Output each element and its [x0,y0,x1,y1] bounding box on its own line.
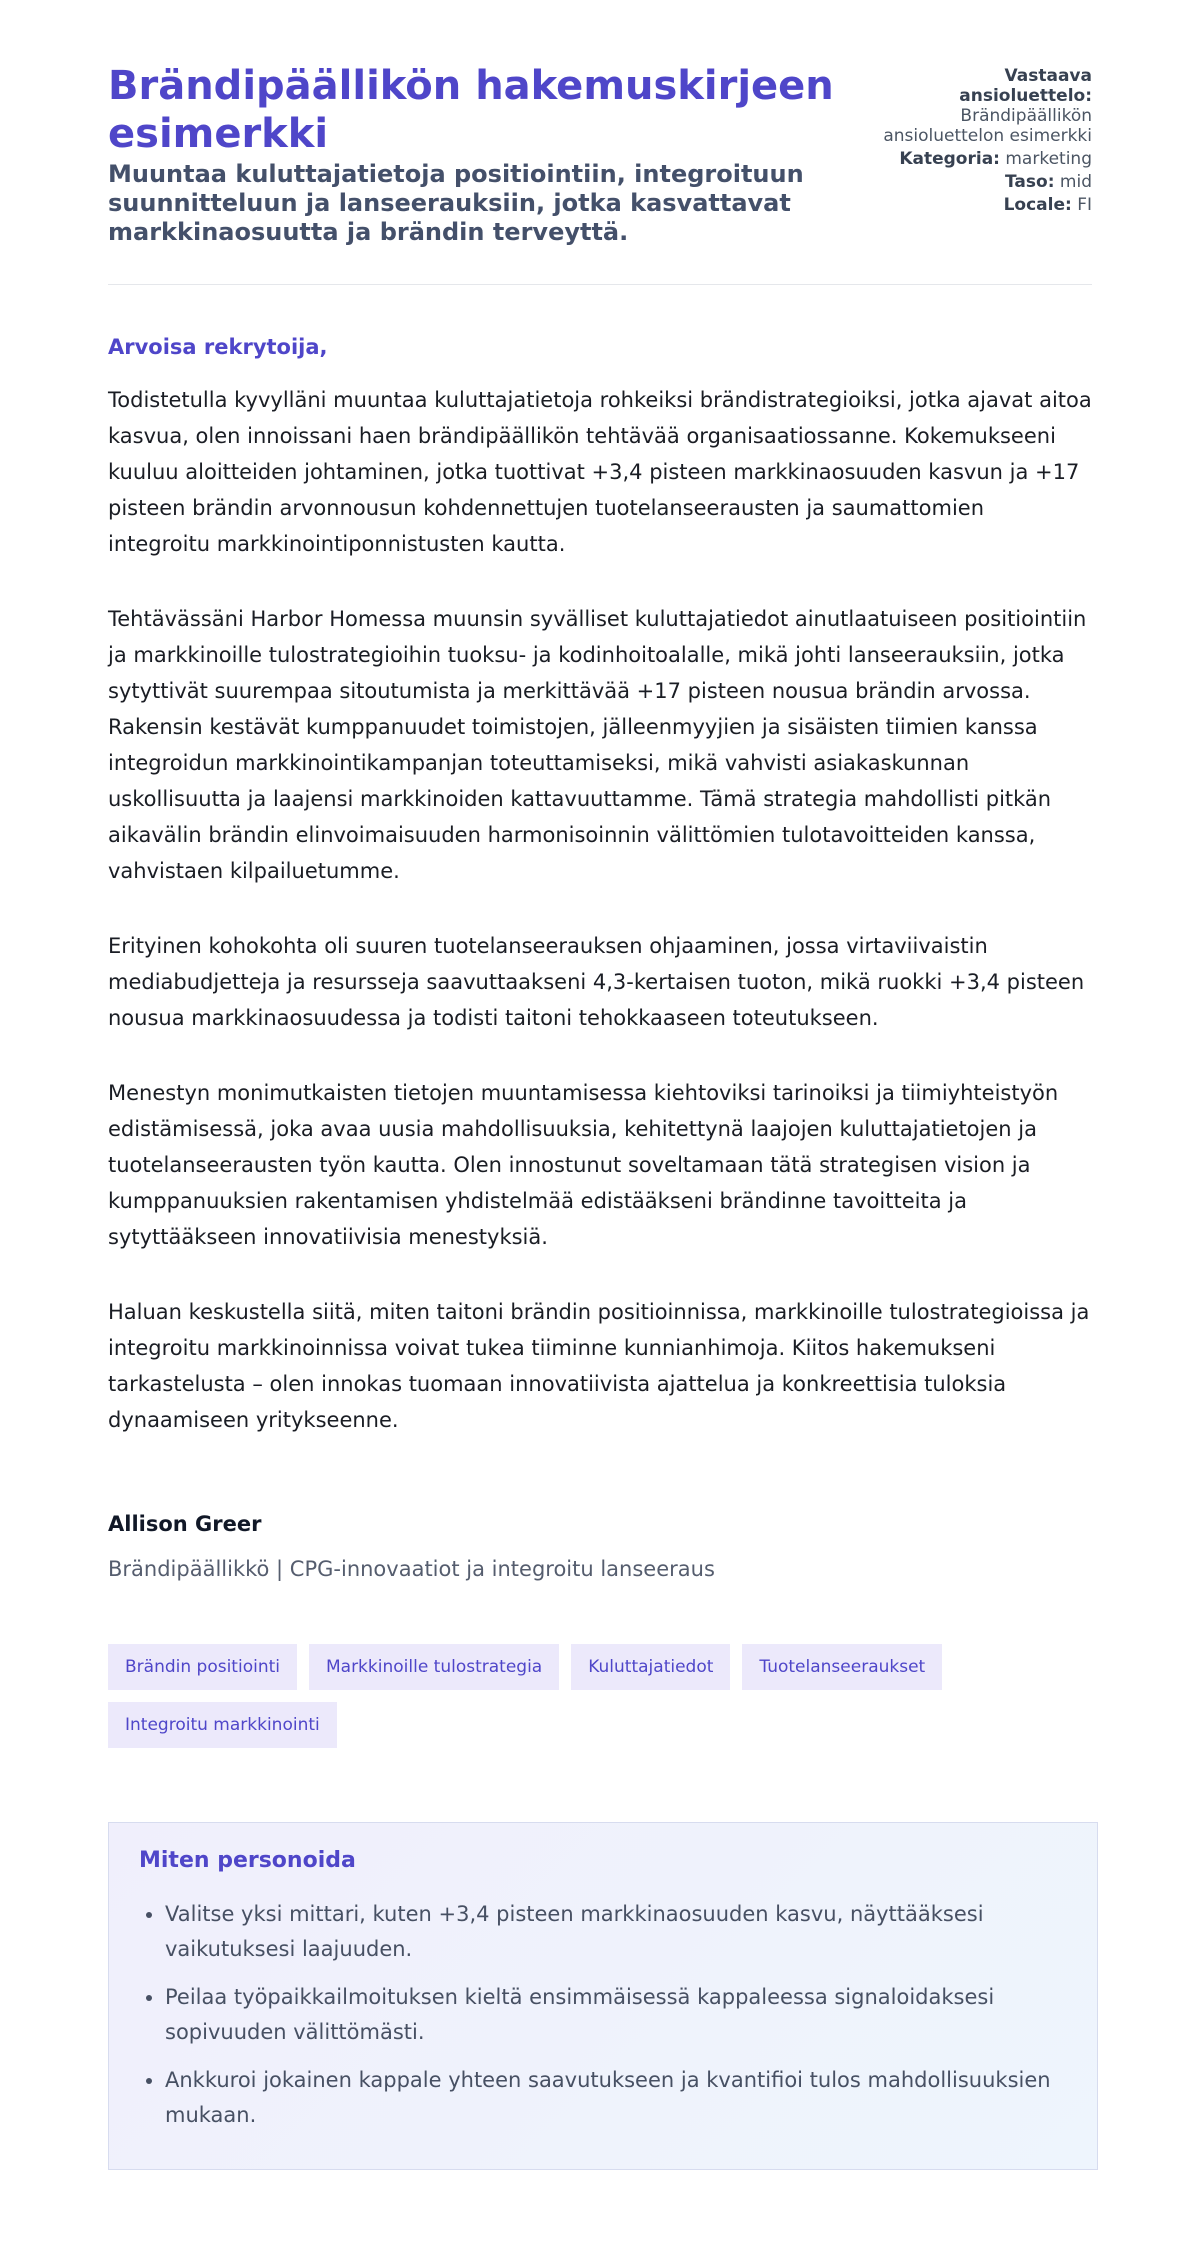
tip-item: • Ankkuroi jokainen kappale yhteen saavutukseen ja kvantifioi tulos mahdollisuuksien mukaan. [165,2063,1067,2133]
tip-item: • Valitse yksi mittari, kuten +3,4 pisteen markkinaosuuden kasvu, näyttääksesi vaikutuksesi laajuuden. [165,1897,1067,1967]
letter-paragraph: Erityinen kohokohta oli suuren tuotelanseerauksen ohjaaminen, jossa virtaviivaistin mediabudjetteja ja resursseja saavuttaakseni 4,3-kertaisen tuoton, mikä ruokki +3,4 pisteen nousua markkinaosuudessa ja todisti taitoni tehokkaaseen toteutukseen. [108,934,1085,1030]
document-header [108,62,1092,284]
meta-resume-value: Brändipäällikön ansioluettelon esimerkki [883,106,1092,146]
page-subtitle: Muuntaa kuluttajatietoja positiointiin, integroituun suunnitteluun ja lanseerauksiin, jotka kasvattavat markkinaosuutta ja brändin terveyttä. [108,160,804,246]
signature-title: Brändipäällikkö | CPG-innovaatiot ja integroitu lanseeraus [108,1557,715,1581]
meta-locale-value: FI [1077,195,1092,215]
letter-body [108,333,1092,1584]
meta-category-label: Kategoria: [899,149,1000,169]
meta-locale-label: Locale: [1003,195,1072,215]
meta-level-value: mid [1059,172,1092,192]
skill-tag: Kuluttajatiedot [571,1644,730,1690]
meta-category [872,149,1092,169]
meta-panel [872,66,1092,218]
signature-name: Allison Greer [108,1512,262,1536]
page-title: Brändipäällikön hakemuskirjeen esimerkki [108,63,834,157]
skill-tags [108,1644,1098,1748]
meta-level-label: Taso: [1005,172,1055,192]
skill-tag: Brändin positiointi [108,1644,297,1690]
meta-resume-label: Vastaava ansioluettelo: [959,66,1092,106]
skill-tag: Integroitu markkinointi [108,1702,337,1748]
personalization-tips [108,1822,1098,2170]
tip-item: • Peilaa työpaikkailmoituksen kieltä ensimmäisessä kappaleessa signaloidaksesi sopivuuden välittömästi. [165,1980,1067,2050]
tips-title: Miten personoida [139,1848,356,1873]
meta-category-value: marketing [1005,149,1092,169]
skill-tag: Tuotelanseeraukset [742,1644,942,1690]
meta-level [872,172,1092,192]
header-divider [108,284,1092,285]
letter-paragraph: Todistetulla kyvylläni muuntaa kuluttajatietoja rohkeiksi brändistrategioiksi, jotka ajavat aitoa kasvua, olen innoissani haen brändipäällikön tehtävää organisaatiossanne. Kokemukseeni kuuluu aloitteiden johtaminen, jotka tuottivat +3,4 pisteen markkinaosuuden kasvun ja +17 pisteen brändin arvonnousun kohdennettujen tuotelanseerausten ja saumattomien integroitu markkinointiponnistusten kautta. [108,388,1092,556]
tips-list [139,1897,1067,2133]
skill-tag: Markkinoille tulostrategia [309,1644,559,1690]
meta-locale [872,195,1092,215]
letter-greeting: Arvoisa rekrytoija, [108,335,328,359]
letter-paragraph: Tehtävässäni Harbor Homessa muunsin syvälliset kuluttajatiedot ainutlaatuiseen positiointiin ja markkinoille tulostrategioihin tuoksu- ja kodinhoitoalalle, mikä johti lanseerauksiin, jotka sytyttivät suurempaa sitoutumista ja merkittävää +17 pisteen nousua brändin arvossa. Rakensin kestävät kumppanuudet toimistojen, jälleenmyyjien ja sisäisten tiimien kanssa integroidun markkinointikampanjan toteuttamiseksi, mikä vahvisti asiakaskunnan uskollisuutta ja laajensi markkinoiden kattavuuttamme. Tämä strategia mahdollisti pitkän aikavälin brändin elinvoimaisuuden harmonisoinnin välittömien tulotavoitteiden kanssa, vahvistaen kilpailuetumme. [108,607,1087,883]
meta-resume [872,66,1092,146]
letter-paragraph: Haluan keskustella siitä, miten taitoni brändin positioinnissa, markkinoille tulostrategioissa ja integroitu markkinoinnissa voivat tukea tiiminne kunnianhimoja. Kiitos hakemukseni tarkastelusta – olen innokas tuomaan innovatiivista ajattelua ja konkreettisia tuloksia dynaamiseen yritykseenne. [108,1300,1090,1432]
letter-paragraph: Menestyn monimutkaisten tietojen muuntamisessa kiehtoviksi tarinoiksi ja tiimiyhteistyön edistämisessä, joka avaa uusia mahdollisuuksia, kehitettynä laajojen kuluttajatietojen ja tuotelanseerausten työn kautta. Olen innostunut soveltamaan tätä strategisen vision ja kumppanuuksien rakentamisen yhdistelmää edistääkseni brändinne tavoitteita ja sytyttääkseen innovatiivisia menestyksiä. [108,1081,1059,1249]
